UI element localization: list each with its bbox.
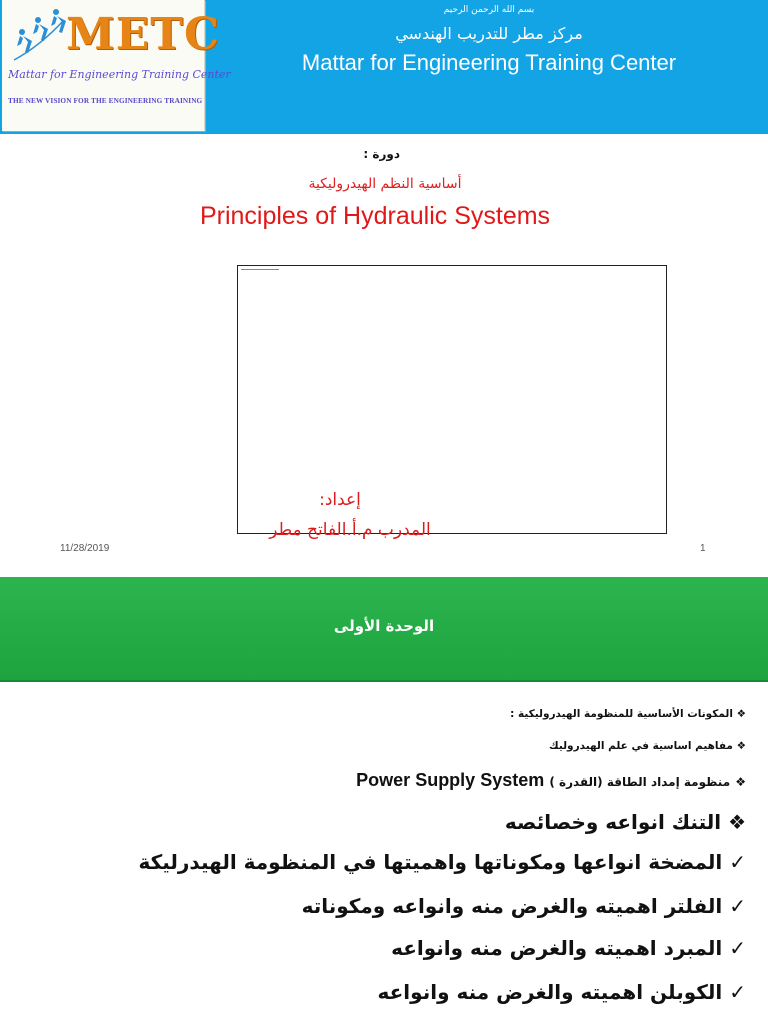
list-item (505, 810, 746, 834)
frame-marker (241, 269, 279, 270)
diamond-bullet-icon: ❖ (736, 708, 746, 720)
unit-header-band (0, 577, 768, 682)
checkmark-icon: ✓ (729, 980, 746, 1004)
header-band (0, 0, 768, 134)
course-title-arabic: أساسية النظم الهيدروليكية (308, 176, 462, 192)
checkmark-icon: ✓ (729, 850, 746, 874)
list-item (378, 980, 746, 1004)
course-title-english: Principles of Hydraulic Systems (199, 202, 551, 230)
slide-date: 11/28/2019 (60, 543, 110, 554)
list-item-text: الكوبلن اهميته والغرض منه وانواعه (377, 980, 723, 1004)
list-item-text: المبرد اهميته والغرض منه وانواعه (391, 936, 723, 960)
list-item-text-arabic: منظومة إمداد الطاقة (القدرة ) (549, 775, 731, 789)
list-item (510, 708, 746, 720)
basmala: بسم الله الرحمن الرحيم (443, 5, 535, 15)
list-item-text-english: Power Supply System (356, 770, 545, 790)
course-label: دورة : (363, 147, 400, 161)
prepared-by-label: إعداد: (319, 490, 361, 510)
list-item-text: التنك انواعه وخصائصه (504, 810, 722, 834)
center-name-arabic: مركز مطر للتدريب الهندسي (395, 24, 583, 43)
diamond-bullet-icon: ❖ (728, 810, 746, 834)
checkmark-icon: ✓ (729, 894, 746, 918)
diamond-bullet-icon: ❖ (736, 740, 746, 752)
center-name-english: Mattar for Engineering Training Center (301, 50, 677, 75)
list-item-text: الفلتر اهميته والغرض منه وانواعه ومكوناته (301, 894, 723, 918)
list-item-text: المضخة انواعها ومكوناتها واهميتها في المنظومة الهيدرليكة (138, 850, 723, 874)
list-item (138, 850, 746, 874)
list-item (302, 894, 746, 918)
trainer-name: المدرب م.أ.الفاتح مطر (269, 520, 431, 540)
running-figures-icon (10, 8, 66, 64)
list-item (391, 936, 746, 960)
logo-wordmark: METC (66, 9, 221, 60)
list-item-text: مفاهيم اساسية في علم الهيدروليك (549, 740, 733, 752)
logo-subtitle: Mattar for Engineering Training Center (8, 68, 231, 81)
metc-logo (2, 0, 231, 131)
unit-title: الوحدة الأولى (333, 617, 435, 635)
checkmark-icon: ✓ (729, 936, 746, 960)
list-item (549, 740, 746, 752)
list-item-text: المكونات الأساسية للمنظومة الهيدروليكية : (510, 708, 733, 720)
diamond-bullet-icon: ❖ (735, 775, 746, 789)
logo-tagline: THE NEW VISION FOR THE ENGINEERING TRAINING (8, 96, 203, 105)
list-item (356, 770, 746, 791)
slide-number: 1 (700, 543, 706, 554)
